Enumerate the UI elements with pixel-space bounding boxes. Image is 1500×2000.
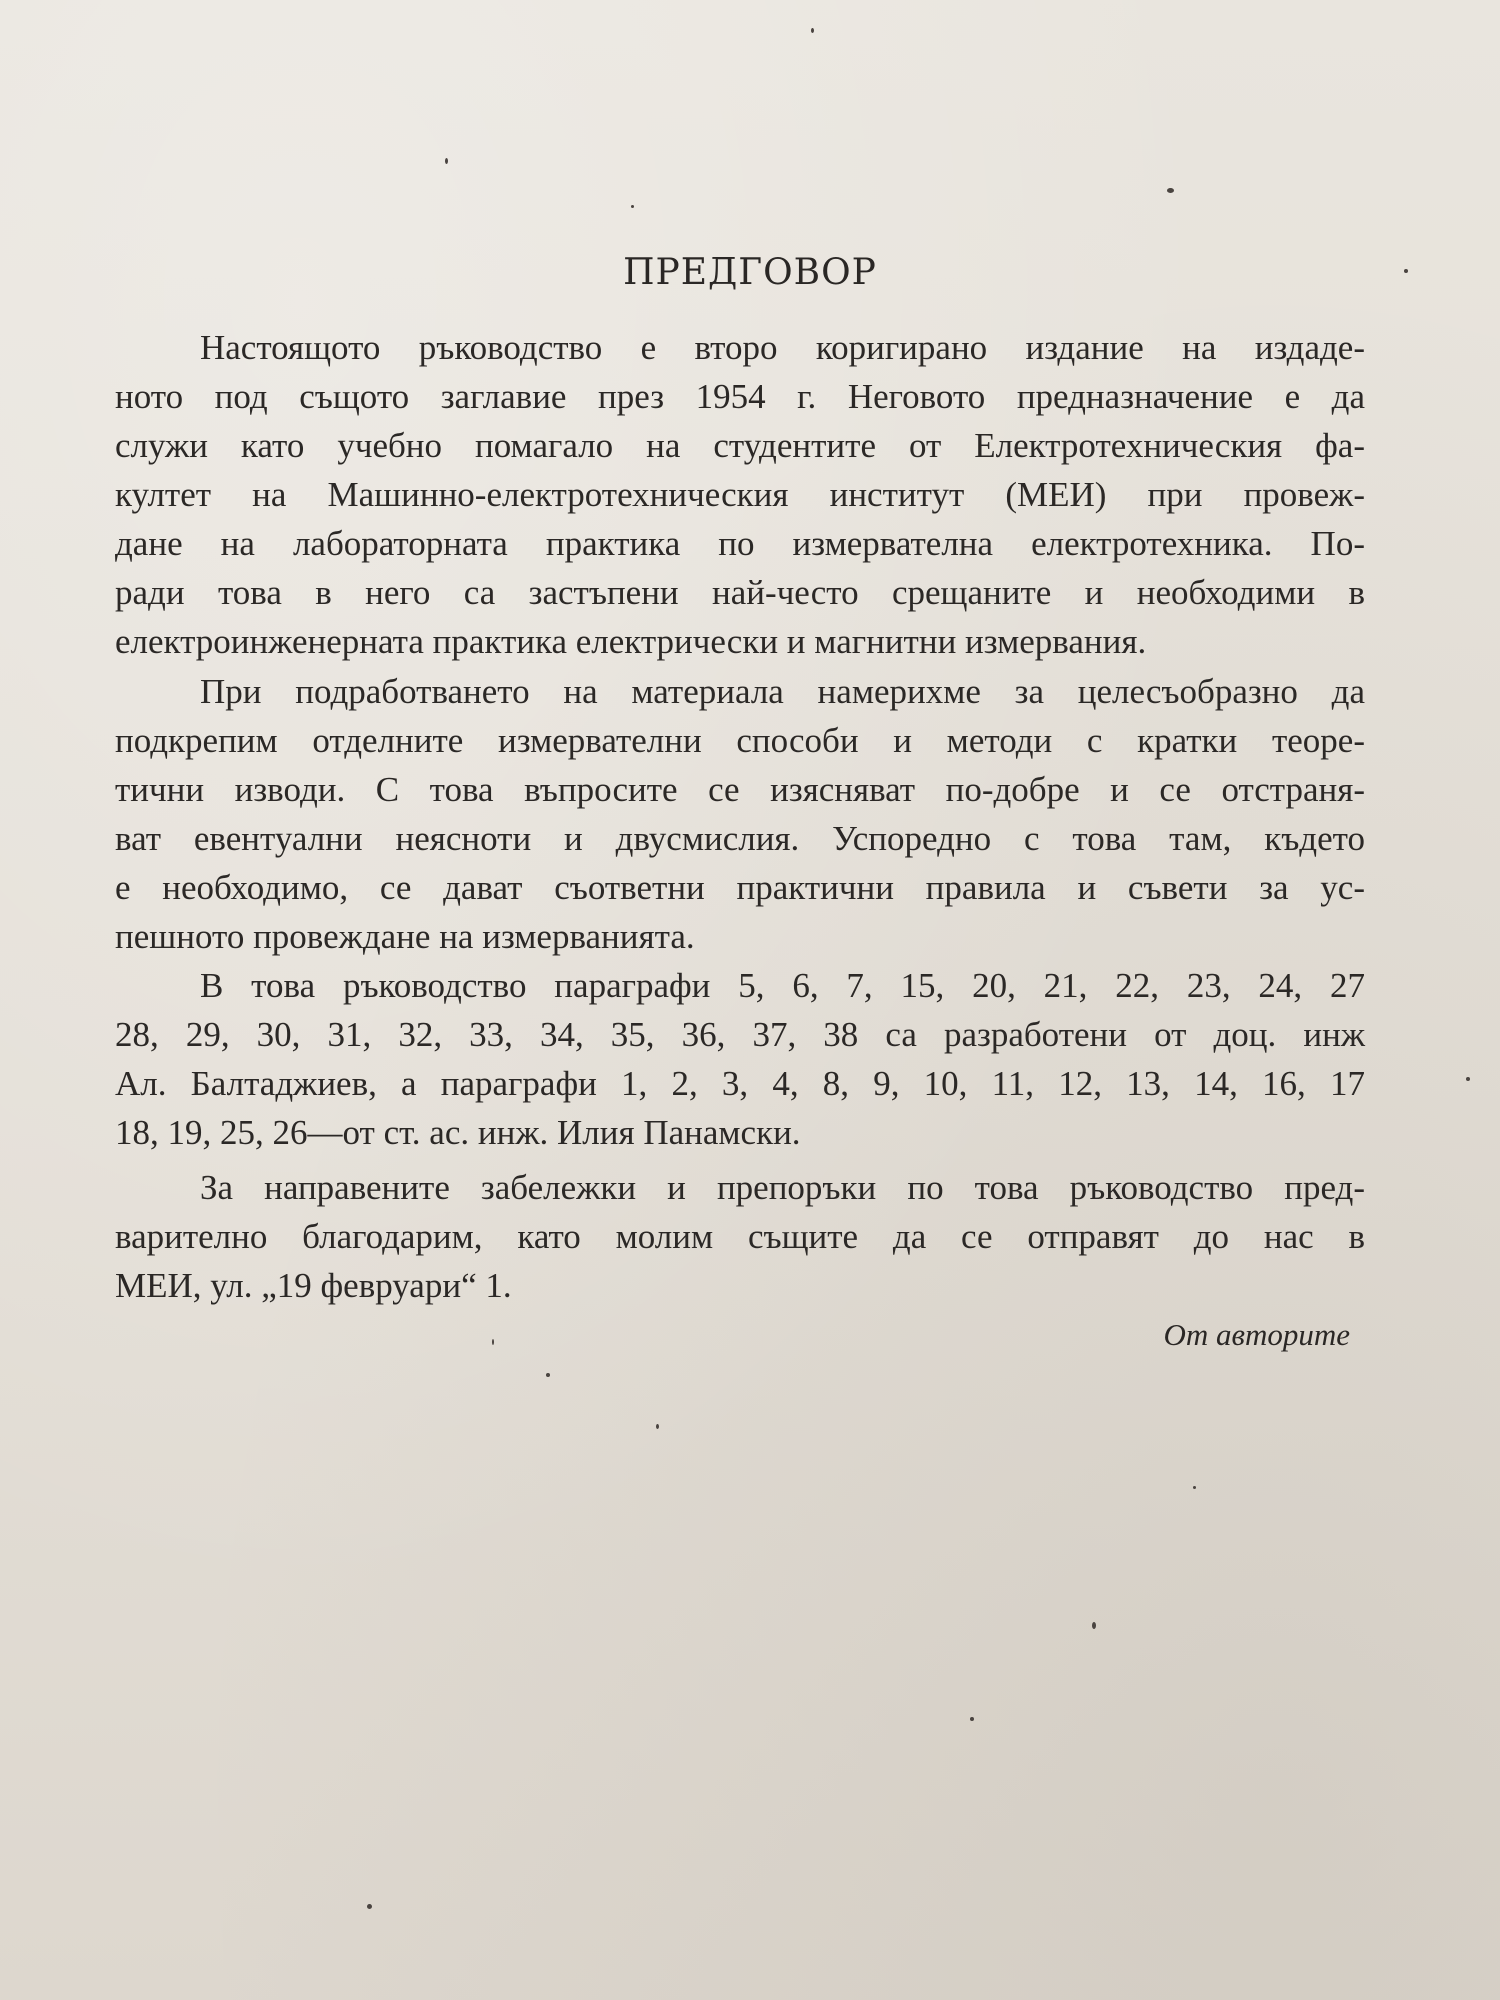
text-line: подкрепим отделните измервателни способи и методи с кратки теоре- bbox=[115, 721, 1365, 760]
paper-speck bbox=[970, 1717, 974, 1721]
paper-speck bbox=[546, 1373, 550, 1377]
paper-speck bbox=[492, 1339, 494, 1345]
text-line: 28, 29, 30, 31, 32, 33, 34, 35, 36, 37, 38 са разработени от доц. инж bbox=[115, 1015, 1365, 1054]
paper-speck bbox=[367, 1904, 372, 1909]
text-line: Настоящото ръководство е второ коригирано издание на издаде- bbox=[200, 328, 1365, 367]
text-line: МЕИ, ул. „19 февруари“ 1. bbox=[115, 1266, 512, 1305]
paper-speck bbox=[1193, 1486, 1196, 1489]
paper-speck bbox=[1404, 269, 1408, 273]
paper-speck bbox=[1167, 188, 1174, 193]
paper-speck bbox=[631, 205, 634, 208]
text-line: В това ръководство параграфи 5, 6, 7, 15, 20, 21, 22, 23, 24, 27 bbox=[200, 966, 1365, 1005]
text-line: При подработването на материала намерихме за целесъобразно да bbox=[200, 672, 1365, 711]
paper-speck bbox=[811, 28, 814, 33]
signature: От авторите bbox=[1163, 1317, 1350, 1352]
paper-speck bbox=[445, 158, 448, 164]
text-line: ват евентуални неясноти и двусмислия. Успоредно с това там, където bbox=[115, 819, 1365, 858]
text-line: дане на лабораторната практика по измервателна електротехника. По- bbox=[115, 524, 1365, 563]
text-line: електроинженерната практика електрически и магнитни измервания. bbox=[115, 622, 1147, 661]
paper-speck bbox=[1092, 1622, 1096, 1629]
paper-speck bbox=[1466, 1077, 1470, 1081]
text-line: За направените забележки и препоръки по това ръководство пред- bbox=[200, 1168, 1365, 1207]
text-line: пешното провеждане на измерванията. bbox=[115, 917, 695, 956]
paper-speck bbox=[656, 1424, 659, 1429]
text-line: варително благодарим, като молим същите да се отправят до нас в bbox=[115, 1217, 1365, 1256]
text-line: ното под същото заглавие през 1954 г. Неговото предназначение е да bbox=[115, 377, 1365, 416]
text-line: Ал. Балтаджиев, а параграфи 1, 2, 3, 4, 8, 9, 10, 11, 12, 13, 14, 16, 17 bbox=[115, 1064, 1365, 1103]
text-line: служи като учебно помагало на студентите от Електротехническия фа- bbox=[115, 426, 1365, 465]
text-line: е необходимо, се дават съответни практични правила и съвети за ус- bbox=[115, 868, 1365, 907]
text-line: 18, 19, 25, 26—от ст. ас. инж. Илия Панамски. bbox=[115, 1113, 801, 1152]
page-title: ПРЕДГОВОР bbox=[623, 252, 877, 293]
text-line: култет на Машинно-електротехническия институт (МЕИ) при провеж- bbox=[115, 475, 1365, 514]
text-line: тични изводи. С това въпросите се изясняват по-добре и се отстраня- bbox=[115, 770, 1365, 809]
text-line: ради това в него са застъпени най-често срещаните и необходими в bbox=[115, 573, 1365, 612]
